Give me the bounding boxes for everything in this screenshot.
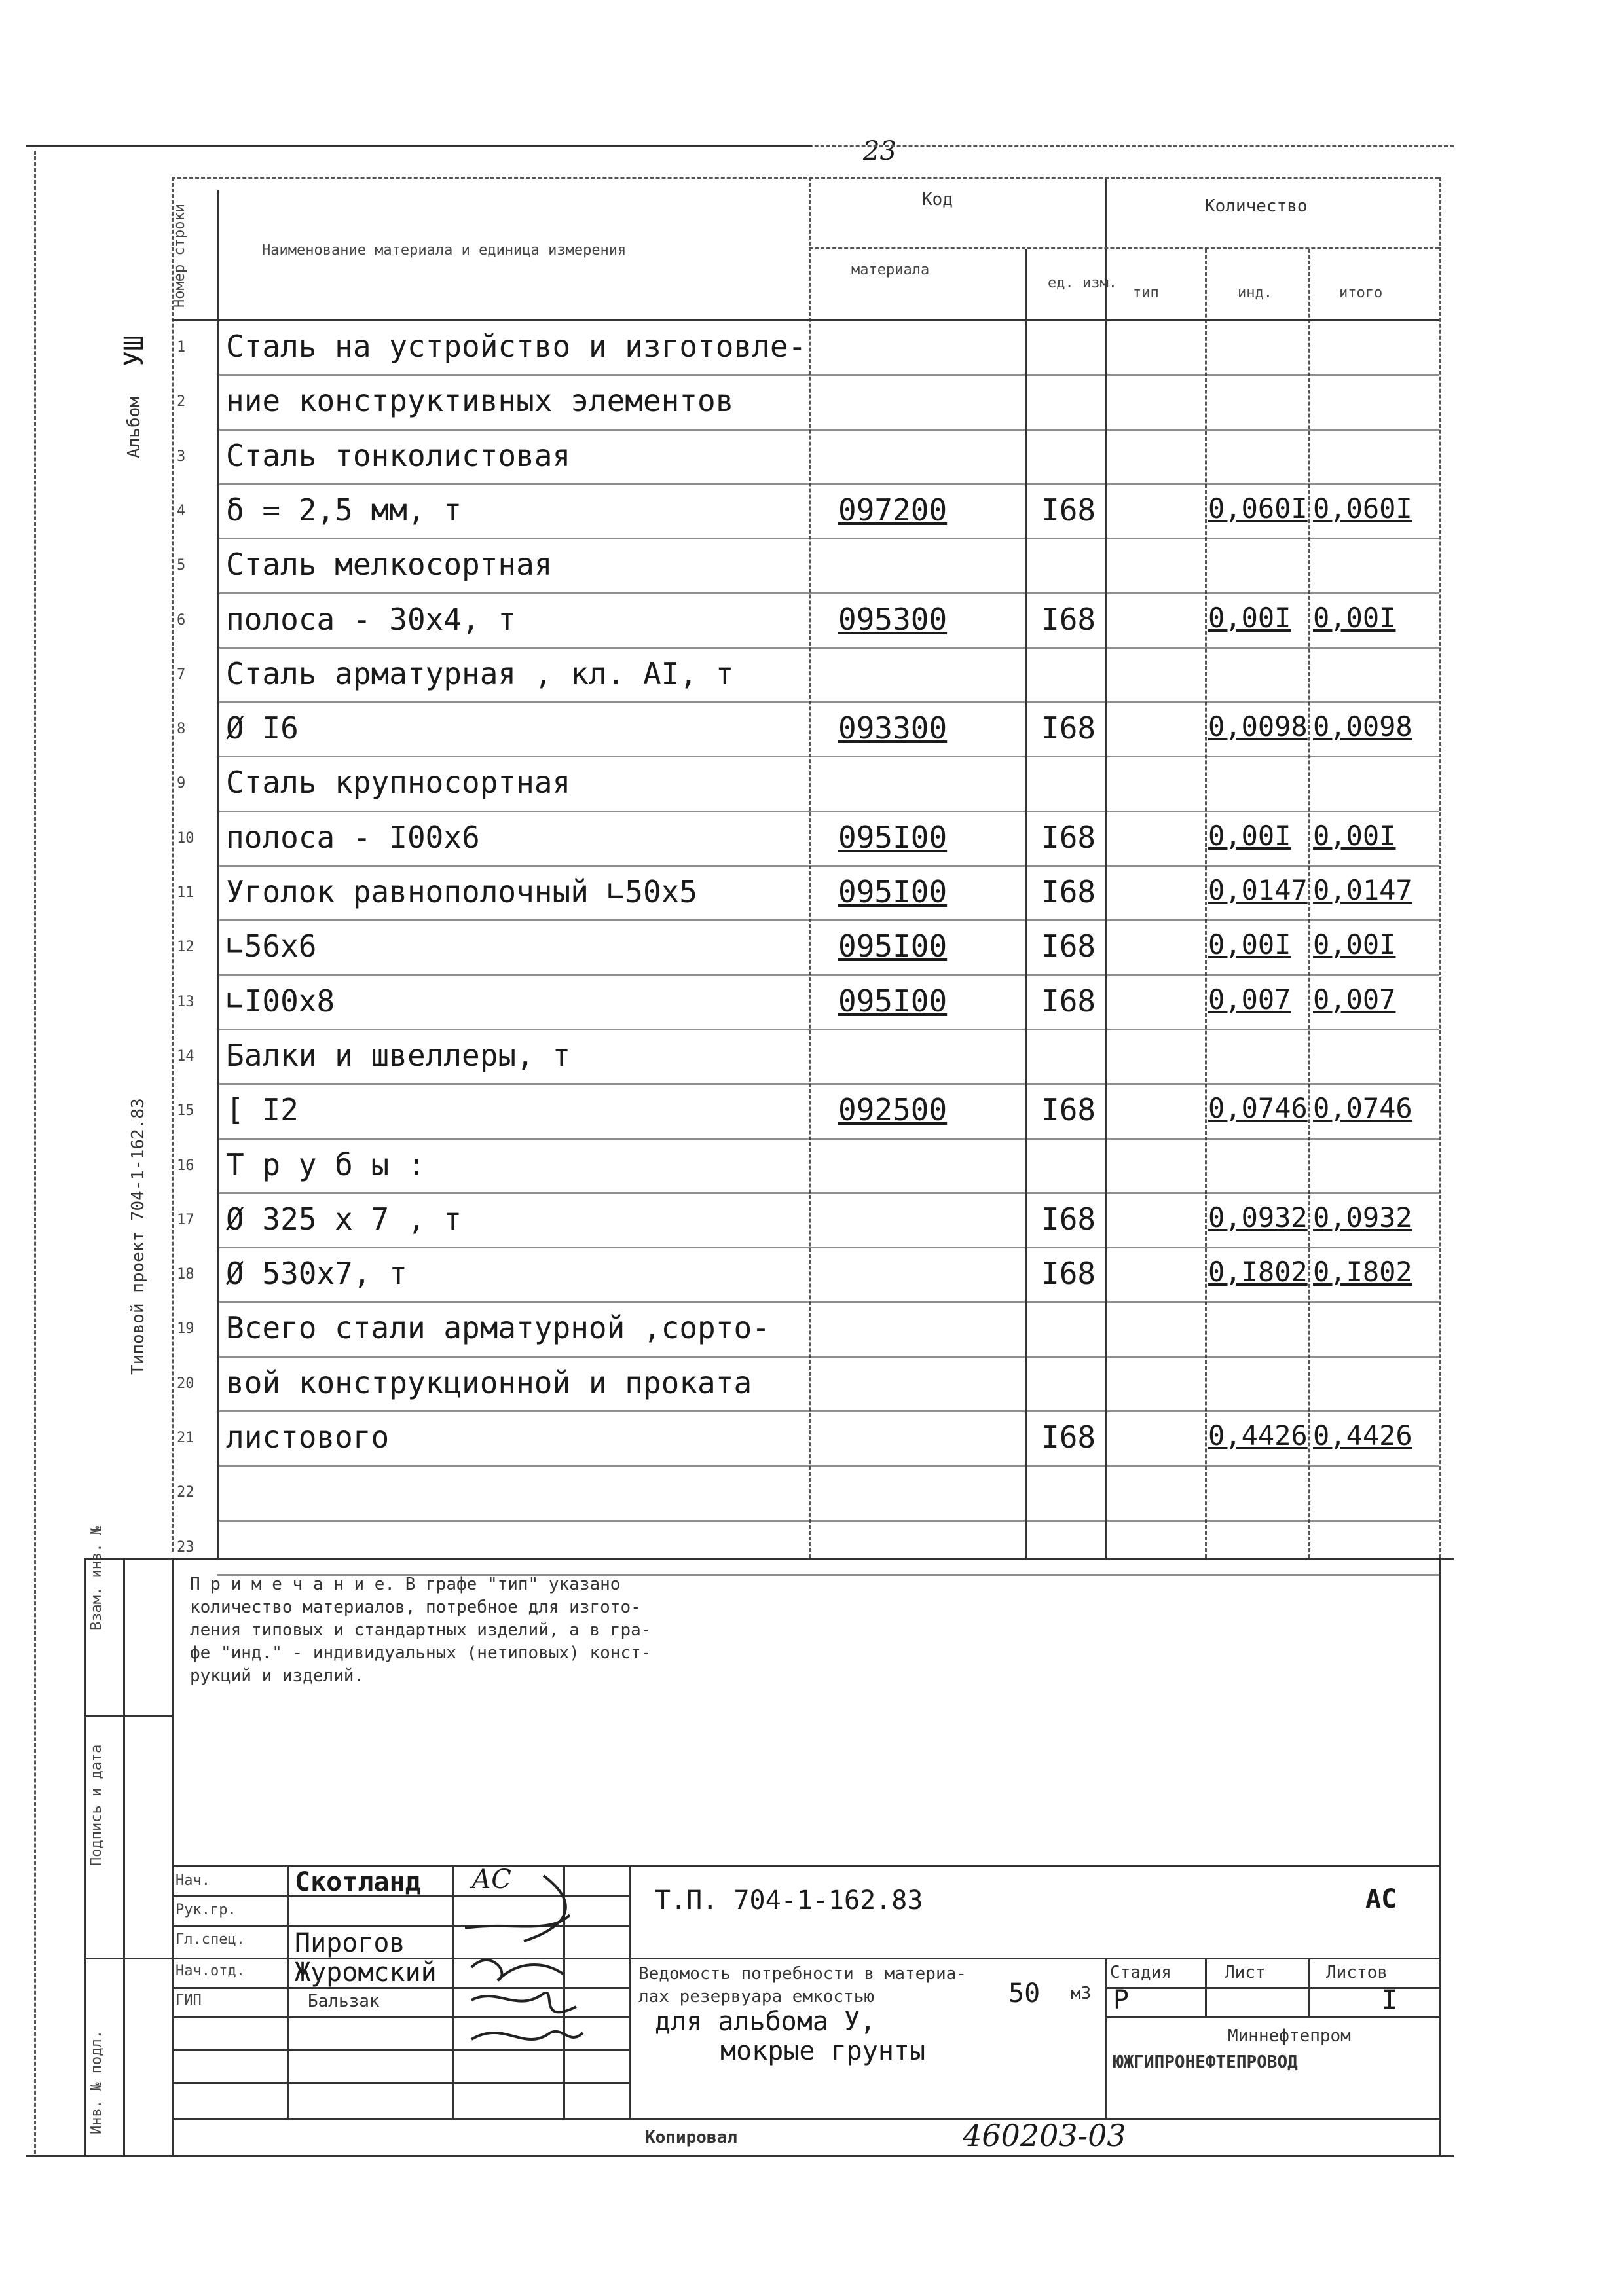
sheet-label: Лист [1225,1963,1266,1982]
header-material: материала [851,262,930,278]
note-line: количество материалов, потребное для изгото- [190,1597,641,1617]
cell-n: 13 [177,993,194,1010]
stamp-col-line [287,1865,289,2118]
cell-name: Сталь тонколистовая [226,437,571,473]
cell-unit: I68 [1041,1256,1096,1292]
note-left-border [172,1558,174,2155]
cell-name: Т р у б ы : [226,1146,426,1182]
stamp-role: ГИП [175,1992,202,2009]
doc-mark: АС [1365,1884,1397,1914]
col-divider-ind [1308,249,1310,1558]
cell-total: 0,4426 [1313,1419,1412,1451]
stamp-col-line [1205,1958,1207,2016]
header-ind: инд. [1238,285,1272,301]
header-mid-line [809,247,1439,249]
row-line [217,701,1439,703]
table-left-border [172,177,174,1552]
cell-n: 12 [177,939,194,956]
cell-total: 0,007 [1313,983,1396,1015]
row-line [217,592,1439,594]
stage-label: Стадия [1110,1963,1172,1982]
doc-volume: 50 [1008,1978,1041,2009]
cell-unit: I68 [1041,601,1096,637]
org-institute: ЮЖГИПРОНЕФТЕПРОВОД [1113,2052,1298,2072]
sheets-value: I [1382,1985,1398,2015]
cell-ind: 0,00I [1208,928,1291,961]
cell-mat: 095I00 [838,819,948,855]
note-top-line [84,1558,1454,1560]
cell-n: 10 [177,829,194,847]
cell-n: 19 [177,1321,194,1338]
cell-unit: I68 [1041,928,1096,964]
strip-divider [84,1958,172,1959]
col-divider-mat [1025,249,1027,1558]
cell-n: 23 [177,1539,194,1556]
signature-initials: АС [471,1865,511,1895]
cell-ind: 0,0147 [1208,874,1308,906]
cell-name: Уголок равнополочный ∟50х5 [226,874,698,909]
cell-n: 4 [177,502,186,519]
row-line [217,811,1439,812]
album-label: Альбом [124,397,144,458]
header-row-no: Номер строки [172,204,188,308]
doc-volume-unit: м3 [1071,1984,1092,2003]
doc-title-line: Ведомость потребности в материа- [638,1964,967,1984]
cell-unit: I68 [1041,1092,1096,1128]
cell-name: полоса - 30х4, т [226,601,517,637]
note-line: ления типовых и стандартных изделий, а в гра- [190,1620,652,1640]
cell-name: δ = 2,5 мм, т [226,492,462,528]
cell-n: 7 [177,666,186,683]
row-line [217,756,1439,757]
right-frame [1439,1558,1441,2155]
row-line [217,1356,1439,1358]
col-divider-n [217,190,219,1558]
stamp-name: Пирогов [295,1928,405,1958]
cell-n: 14 [177,1048,194,1065]
row-line [217,1520,1439,1522]
cell-ind: 0,00I [1208,819,1291,852]
cell-ind: 0,0746 [1208,1092,1308,1125]
col-divider-typ [1205,249,1207,1558]
cell-mat: 095I00 [838,983,948,1019]
stamp-bottom-line [172,2118,1439,2120]
cell-n: 18 [177,1266,194,1283]
cell-n: 9 [177,775,186,792]
sign-date-label: Подпись и дата [88,1744,105,1866]
header-code: Код [922,190,953,210]
copied-label: Копировал [645,2128,737,2147]
cell-ind: 0,0932 [1208,1201,1308,1233]
cell-unit: I68 [1041,710,1096,746]
cell-n: 20 [177,1375,194,1392]
header-total: итого [1339,285,1383,301]
doc-title-line: мокрые грунты [720,2036,926,2066]
stamp-name: Журомский [295,1958,437,1988]
header-bottom-line [172,319,1439,321]
org-ministry: Миннефтепром [1228,2026,1351,2046]
cell-mat: 097200 [838,492,948,528]
cell-n: 1 [177,339,186,355]
cell-total: 0,00I [1313,601,1396,634]
cell-total: 0,0098 [1313,710,1412,743]
cell-name: Сталь на устройство и изготовле- [226,329,807,364]
cell-total: 0,I802 [1313,1256,1412,1288]
row-line [217,1083,1439,1085]
stamp-role: Рук.гр. [175,1902,236,1918]
cell-name: вой конструкционной и проката [226,1364,752,1400]
cell-ind: 0,00I [1208,601,1291,634]
inventory-number: 460203-03 [963,2118,1126,2153]
row-line [217,919,1439,921]
cell-name: Сталь мелкосортная [226,547,553,583]
cell-total: 0,00I [1313,928,1396,961]
project-label: Типовой проект 704-1-162.83 [128,1098,148,1375]
strip-divider [84,1715,172,1717]
cell-unit: I68 [1041,819,1096,855]
cell-unit: I68 [1041,983,1096,1019]
cell-n: 8 [177,721,186,738]
header-name: Наименование материала и единица измерения [262,242,627,259]
stamp-role: Нач. [175,1872,210,1889]
cell-total: 0,00I [1313,819,1396,852]
stamp-col-line [629,1865,631,2118]
row-line [217,974,1439,976]
stage-value: Р [1113,1985,1130,2015]
stamp-col-line [1308,1958,1310,2016]
cell-ind: 0,I802 [1208,1256,1308,1288]
doc-code: Т.П. 704-1-162.83 [655,1886,923,1916]
doc-title-line: лах резервуара емкостью [638,1987,875,2007]
cell-name: Сталь крупносортная [226,765,571,801]
row-line [217,1247,1439,1248]
cell-n: 22 [177,1484,194,1501]
cell-name: ∟I00х8 [226,983,335,1019]
row-line [217,1465,1439,1467]
cell-n: 6 [177,611,186,629]
cell-name: Ø 530х7, т [226,1256,407,1292]
row-line [217,1410,1439,1412]
cell-mat: 093300 [838,710,948,746]
cell-name: Ø 325 х 7 , т [226,1201,462,1237]
inv-dup-label: Взам. инв. № [88,1526,105,1630]
row-line [217,865,1439,867]
cell-mat: 095I00 [838,928,948,964]
cell-total: 0,0147 [1313,874,1412,906]
signature-scribbles [458,1869,589,2085]
cell-n: 16 [177,1157,194,1174]
inv-orig-label: Инв. № подл. [88,2030,105,2134]
cell-name: [ I2 [226,1092,299,1128]
left-margin-rule [34,151,36,2154]
cell-total: 0,0746 [1313,1092,1412,1125]
header-qty: Количество [1205,196,1308,216]
cell-n: 2 [177,393,186,410]
cell-ind: 0,4426 [1208,1419,1308,1451]
cell-n: 5 [177,557,186,574]
row-line [217,647,1439,649]
sheets-label: Листов [1326,1963,1388,1982]
cell-n: 17 [177,1211,194,1228]
row-line [217,1192,1439,1194]
stamp-role: Нач.отд. [175,1963,245,1979]
cell-name: Всего стали арматурной ,сорто- [226,1310,770,1346]
left-strip-outer [84,1558,86,2155]
cell-total: 0,0932 [1313,1201,1412,1233]
doc-title-line: для альбома У, [655,2007,876,2037]
col-divider-name [809,177,811,1558]
cell-unit: I68 [1041,1201,1096,1237]
cell-name: Ø I6 [226,710,299,746]
cell-name: Балки и швеллеры, т [226,1037,571,1073]
row-line [217,1301,1439,1303]
cell-ind: 0,060I [1208,492,1308,524]
cell-name: ∟56х6 [226,928,317,964]
cell-ind: 0,007 [1208,983,1291,1015]
stamp-col-line [1105,1958,1107,2118]
cell-mat: 095I00 [838,874,948,909]
header-unit: ед. изм. [1048,275,1117,291]
stamp-name: Бальзак [308,1992,380,2011]
left-strip-inner [123,1558,125,2155]
cell-total: 0,060I [1313,492,1412,524]
cell-mat: 095300 [838,601,948,637]
table-right-border [1439,177,1441,1558]
col-divider-unit [1105,177,1107,1558]
row-line [217,538,1439,539]
note-line: П р и м е ч а н и е. В графе "тип" указано [190,1575,621,1594]
stamp-top-line [172,1865,1439,1867]
page-bottom-line [26,2155,1454,2157]
header-top-line [172,177,1439,179]
note-line: рукций и изделий. [190,1666,365,1686]
cell-name: Сталь арматурная , кл. АI, т [226,655,734,691]
stamp-col-line [452,1865,454,2118]
page-number: 23 [863,136,896,166]
cell-unit: I68 [1041,492,1096,528]
row-line [217,1029,1439,1030]
row-line [217,429,1439,431]
cell-ind: 0,0098 [1208,710,1308,743]
top-rule-solid [26,145,812,147]
cell-n: 3 [177,448,186,465]
header-typ: тип [1133,285,1159,301]
cell-name: листового [226,1419,390,1455]
row-line [217,483,1439,485]
album-number: УШ [119,335,149,367]
stamp-name: Скотланд [295,1867,421,1897]
cell-name: ние конструктивных элементов [226,383,734,419]
cell-n: 11 [177,884,194,901]
row-line [217,374,1439,376]
stamp-row-line [1105,2016,1439,2018]
stamp-role: Гл.спец. [175,1931,245,1948]
cell-mat: 092500 [838,1092,948,1128]
row-line [217,1138,1439,1140]
note-line: фе "инд." - индивидуальных (нетиповых) конст- [190,1643,652,1663]
cell-n: 15 [177,1102,194,1120]
cell-name: полоса - I00х6 [226,819,480,855]
cell-unit: I68 [1041,874,1096,909]
cell-unit: I68 [1041,1419,1096,1455]
cell-n: 21 [177,1430,194,1446]
